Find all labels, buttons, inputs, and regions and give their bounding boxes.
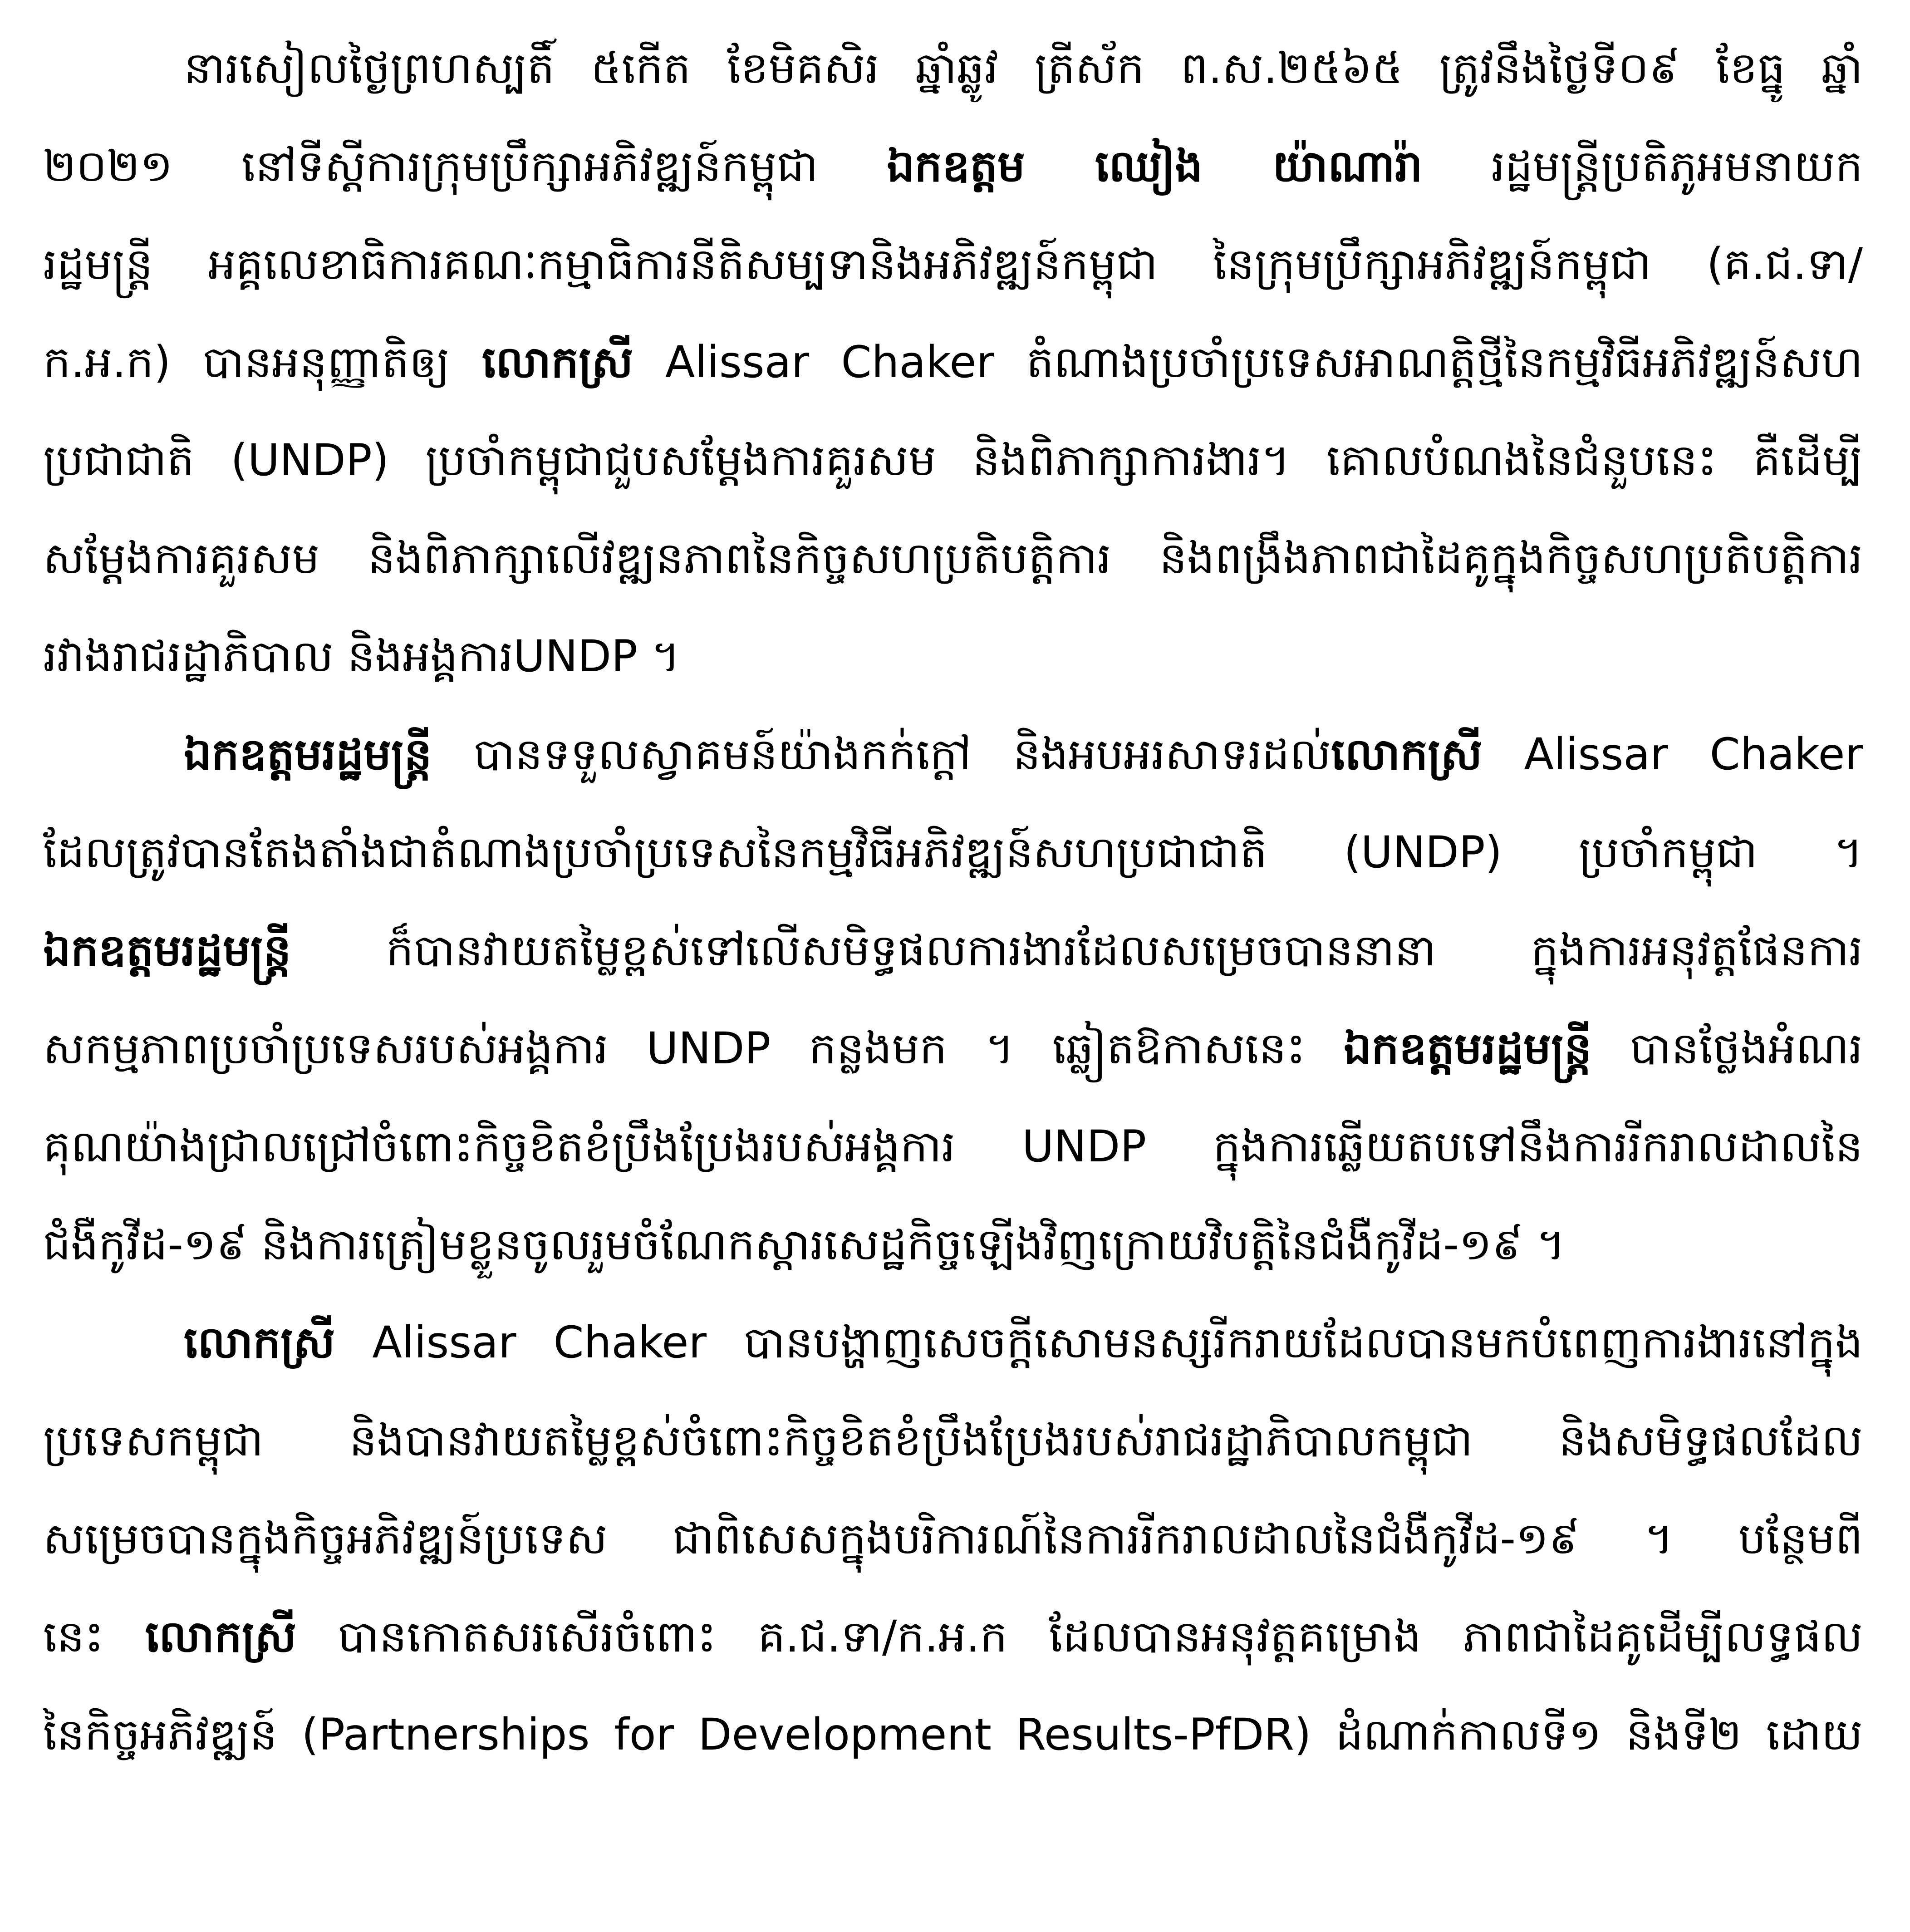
text-line bbox=[43, 414, 1863, 507]
text-run: ក៏បានវាយតម្លៃខ្ពស់ទៅលើសមិទ្ធផលការងារដែលសម្រេចបាននានា ក្នុងការអនុវត្តផែនការ bbox=[291, 925, 1863, 976]
text-line bbox=[43, 316, 1863, 409]
text-run: Alissar Chaker bbox=[1482, 729, 1863, 780]
text-run: នារសៀលថ្ងៃព្រហស្បតិ៍ ៥កើត ខែមិគសិរ ឆ្នាំឆ្លូវ ត្រីស័ក ព.ស.២៥៦៥ ត្រូវនឹងថ្ងៃទី០៩ ខែធ្នូ ឆ្នាំ bbox=[184, 43, 1863, 93]
bold-text-run: លោកស្រី bbox=[481, 337, 633, 388]
text-run: Alissar Chaker បានបង្ហាញសេចក្តីសោមនស្សរីករាយដែលបានមកបំពេញការងារនៅក្នុង bbox=[335, 1317, 1863, 1368]
bold-text-run: លោកស្រី bbox=[184, 1317, 335, 1368]
text-line bbox=[43, 1394, 1863, 1487]
text-run: រដ្ឋមន្ត្រីប្រតិភូអមនាយក bbox=[1422, 141, 1863, 192]
text-line bbox=[43, 1492, 1863, 1585]
text-run: ក.អ.ក) បានអនុញ្ញាតិឲ្យ bbox=[43, 337, 482, 388]
text-run: រដ្ឋមន្ត្រី អគ្គលេខាធិការគណៈកម្មាធិការនីតិសម្បទានិងអភិវឌ្ឍន៍កម្ពុជា នៃក្រុមប្រឹក្សាអភិវឌ្ឍន៍កម្ពុជា (គ.ជ.ទា/ bbox=[43, 239, 1863, 290]
text-line bbox=[43, 904, 1863, 997]
text-line bbox=[43, 1688, 1863, 1781]
text-run: ជំងឺកូវីដ-១៩ និងការត្រៀមខ្លួនចូលរួមចំណែកស្តារសេដ្ឋកិច្ចឡើងវិញក្រោយវិបត្តិនៃជំងឺកូវីដ-១៩ ។ bbox=[43, 1219, 1566, 1270]
text-run: នេះ bbox=[43, 1611, 145, 1662]
text-run: ប្រទេសកម្ពុជា និងបានវាយតម្លៃខ្ពស់ចំពោះកិច្ចខិតខំប្រឹងប្រែងរបស់រាជរដ្ឋាភិបាលកម្ពុជា និងសមិទ្ធផលដែល bbox=[43, 1415, 1863, 1466]
text-line bbox=[43, 512, 1863, 605]
text-run: គុណយ៉ាងជ្រាលជ្រៅចំពោះកិច្ចខិតខំប្រឹងប្រែងរបស់អង្គការ UNDP ក្នុងការឆ្លើយតបទៅនឹងការរីករាលដាលនៃ bbox=[43, 1121, 1863, 1172]
text-run: សកម្មភាពប្រចាំប្រទេសរបស់អង្គការ UNDP កន្លងមក ។ ឆ្លៀតឱកាសនេះ bbox=[43, 1023, 1344, 1074]
text-run: ២០២១ នៅទីស្តីការក្រុមប្រឹក្សាអភិវឌ្ឍន៍កម្ពុជា bbox=[43, 141, 887, 192]
bold-text-run: ឯកឧត្តមរដ្ឋមន្ត្រី bbox=[184, 729, 432, 780]
text-run: បានកោតសរសើរចំពោះ គ.ជ.ទា/ក.អ.ក ដែលបានអនុវត្តគម្រោង ភាពជាដៃគូដើម្បីលទ្ធផល bbox=[296, 1611, 1863, 1662]
text-line bbox=[43, 1590, 1863, 1683]
text-run: ដែលត្រូវបានតែងតាំងជាតំណាងប្រចាំប្រទេសនៃកម្មវិធីអភិវឌ្ឍន៍សហប្រជាជាតិ (UNDP) ប្រចាំកម្ពុជា ។ bbox=[43, 827, 1863, 878]
text-line bbox=[43, 1002, 1863, 1095]
text-run: ប្រជាជាតិ (UNDP) ប្រចាំកម្ពុជាជួបសម្តែងការគួរសម និងពិភាក្សាការងារ។ គោលបំណងនៃជំនួបនេះ គឺដើម្បី bbox=[43, 435, 1863, 486]
text-line bbox=[184, 1296, 1863, 1389]
text-run: បានទទួលស្វាគមន៍យ៉ាងកក់ក្តៅ និងអបអរសាទរដល់ bbox=[432, 729, 1331, 780]
text-line bbox=[43, 1100, 1863, 1193]
text-line bbox=[184, 22, 1863, 115]
text-line bbox=[43, 806, 1863, 899]
text-line bbox=[43, 1198, 1863, 1291]
bold-text-run: លោកស្រី bbox=[1331, 729, 1483, 780]
text-line bbox=[43, 610, 1863, 703]
text-run: សម្តែងការគួរសម និងពិភាក្សាលើវឌ្ឍនភាពនៃកិច្ចសហប្រតិបត្តិការ និងពង្រឹងភាពជាដៃគូក្នុងកិច្ចសហប្រតិបត្តិការ bbox=[43, 533, 1863, 584]
bold-text-run: ឯកឧត្តមរដ្ឋមន្ត្រី bbox=[43, 925, 291, 976]
text-line bbox=[43, 218, 1863, 311]
text-run: នៃកិច្ចអភិវឌ្ឍន៍ (Partnerships for Development Results-PfDR) ដំណាក់កាលទី១ និងទី២ ដោយ bbox=[43, 1709, 1863, 1760]
text-run: Alissar Chaker តំណាងប្រចាំប្រទេសអាណត្តិថ្មីនៃកម្មវិធីអភិវឌ្ឍន៍សហ bbox=[633, 337, 1863, 388]
bold-text-run: ឯកឧត្តមរដ្ឋមន្ត្រី bbox=[1344, 1023, 1592, 1074]
text-line bbox=[43, 120, 1863, 213]
text-line bbox=[184, 708, 1863, 801]
text-run: រវាងរាជរដ្ឋាភិបាល និងអង្គការUNDP ។ bbox=[43, 631, 680, 682]
text-run: សម្រេចបានក្នុងកិច្ចអភិវឌ្ឍន៍ប្រទេស ជាពិសេសក្នុងបរិការណ៍នៃការរីករាលដាលនៃជំងឺកូវីដ-១៩ ។ បន្ថែមពី bbox=[43, 1513, 1863, 1564]
bold-text-run: ឯកឧត្តម ឈៀង យ៉ាណារ៉ា bbox=[887, 141, 1423, 192]
text-run: បានថ្លែងអំណរ bbox=[1591, 1023, 1863, 1074]
bold-text-run: លោកស្រី bbox=[145, 1611, 297, 1662]
